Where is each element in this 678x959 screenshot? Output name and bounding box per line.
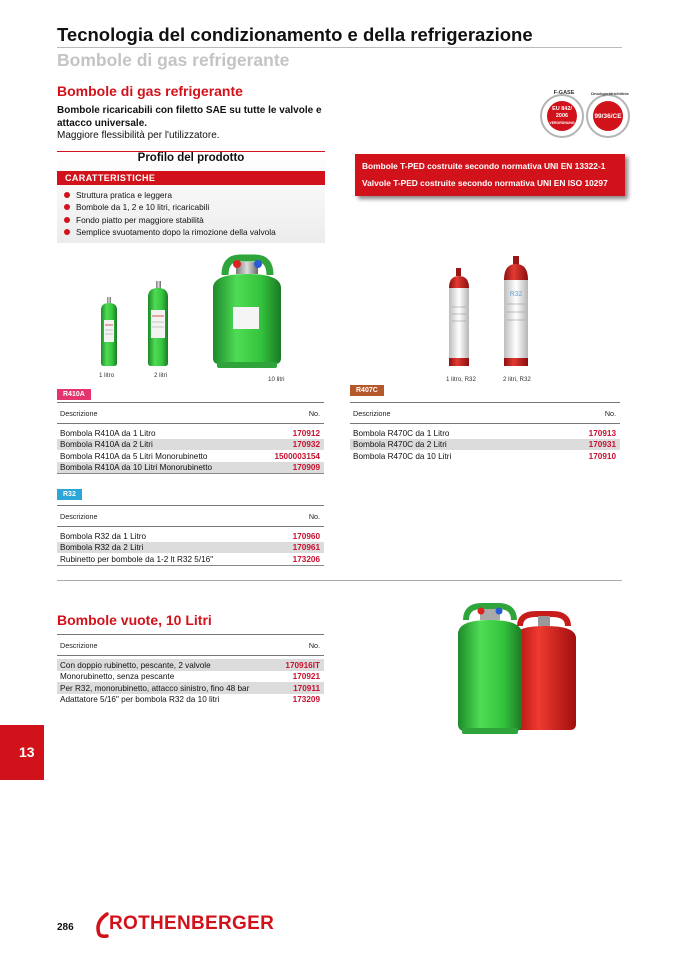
table-header [350, 402, 620, 424]
feature-item: Fondo piatto per maggiore stabilità [64, 214, 276, 226]
caption-10-litre: 10 litri [268, 376, 285, 383]
table-row: Bombola R470C da 1 Litro 170913 [353, 428, 616, 438]
intro-bold-text: Bombole ricaricabili con filetto SAE su tutte le valvole e attacco universale. [57, 105, 322, 129]
empty-cylinders-image [452, 600, 582, 740]
table-header [57, 505, 324, 527]
product-profile-title: Profilo del prodotto [137, 152, 245, 164]
intro-text: Maggiore flessibilità per l'utilizzatore. [57, 130, 220, 141]
col-description: Descrizione [353, 409, 391, 418]
features-list [64, 189, 276, 238]
r410a-tag: R410A [57, 389, 91, 400]
col-number: No. [308, 512, 320, 521]
col-description: Descrizione [60, 512, 98, 521]
col-number: No. [308, 409, 320, 418]
table-row: Con doppio rubinetto, pescante, 2 valvole 170916IT [57, 659, 324, 671]
standard-cylinders: Bombole T-PED costruite secondo normativa UNI EN 13322-1 [362, 161, 606, 171]
section-title-empty-cylinders: Bombole vuote, 10 Litri [57, 612, 212, 628]
bullet-dot-icon [64, 204, 70, 210]
caption-1-litre: 1 litro [99, 372, 115, 379]
r32-label-text: R32 [509, 291, 523, 298]
caption-2-litre: 2 litri [154, 372, 168, 379]
table-row: Bombola R32 da 2 Litri 170961 [57, 542, 324, 554]
features-header: CARATTERISTICHE [57, 171, 325, 185]
table-row: Bombola R470C da 10 Litri 170910 [353, 451, 616, 461]
feature-item: Semplice svuotamento dopo la rimozione della valvola [64, 226, 276, 238]
ped-badge-main: 99/36/CE [594, 112, 622, 120]
page-subtitle: Bombole di gas refrigerante [57, 50, 290, 70]
col-number: No. [604, 409, 616, 418]
r407c-table [350, 402, 620, 462]
feature-item: Struttura pratica e leggera [64, 189, 276, 201]
feature-item: Bombole da 1, 2 e 10 litri, ricaricabili [64, 201, 276, 213]
table-row: Bombola R410A da 5 Litri Monorubinetto 1500003154 [60, 451, 320, 461]
bullet-dot-icon [64, 192, 70, 198]
r410a-table [57, 402, 324, 474]
table-row: Bombola R470C da 2 Litri 170931 [350, 439, 620, 451]
r32-table [57, 505, 324, 566]
r407c-tag: R407C [350, 385, 384, 396]
col-description: Descrizione [60, 641, 98, 650]
green-cylinders-image [55, 250, 320, 380]
table-row: Rubinetto per bombole da 1-2 lt R32 5/16" 173206 [60, 554, 320, 564]
table-row: Bombola R410A da 1 Litro 170912 [60, 428, 320, 438]
caption-2-litre-r32: 2 litri, R32 [503, 376, 531, 383]
standards-box [355, 154, 625, 196]
page-title: Tecnologia del condizionamento e della refrigerazione [57, 24, 533, 45]
table-row: Monorubinetto, senza pescante 170921 [60, 672, 320, 681]
r32-cylinders-image [425, 252, 555, 374]
table-row: Bombola R32 da 1 Litro 170960 [60, 531, 320, 541]
section-title-gas-cylinders: Bombole di gas refrigerante [57, 83, 243, 99]
col-number: No. [308, 641, 320, 650]
table-row: Bombola R410A da 2 Litri 170932 [57, 439, 324, 451]
fgas-badge-bottom: VERORDNUNG [549, 120, 575, 125]
page-number: 286 [57, 922, 74, 933]
bullet-dot-icon [64, 229, 70, 235]
table-row: Adattatore 5/16" per bombola R32 da 10 litri 173209 [60, 695, 320, 704]
empty-cylinders-table [57, 634, 324, 705]
r32-tag: R32 [57, 489, 82, 500]
table-header [57, 402, 324, 424]
bullet-dot-icon [64, 217, 70, 223]
title-divider [57, 47, 622, 48]
standard-valves: Valvole T-PED costruite secondo normativa UNI EN ISO 10297 [362, 178, 608, 188]
table-row: Per R32, monorubinetto, attacco sinistro, fino 48 bar 170911 [57, 682, 324, 694]
col-description: Descrizione [60, 409, 98, 418]
caption-1-litre-r32: 1 litro, R32 [446, 376, 476, 383]
fgas-badge-line2: 2006 [555, 112, 569, 119]
fgas-badge-line1: EU 842/ [552, 105, 572, 112]
table-header [57, 634, 324, 656]
fgas-badge [540, 90, 584, 138]
ped-badge [586, 91, 630, 138]
table-row: Bombola R410A da 10 Litri Monorubinetto 170909 [57, 462, 324, 474]
chapter-number: 13 [19, 744, 35, 760]
fgas-badge-top: F-GASE [553, 90, 575, 96]
brand-name: ROTHENBERGER [109, 913, 275, 934]
section-divider [57, 580, 622, 581]
ped-badge-top: Druckgerätrichtlinie [591, 91, 629, 96]
